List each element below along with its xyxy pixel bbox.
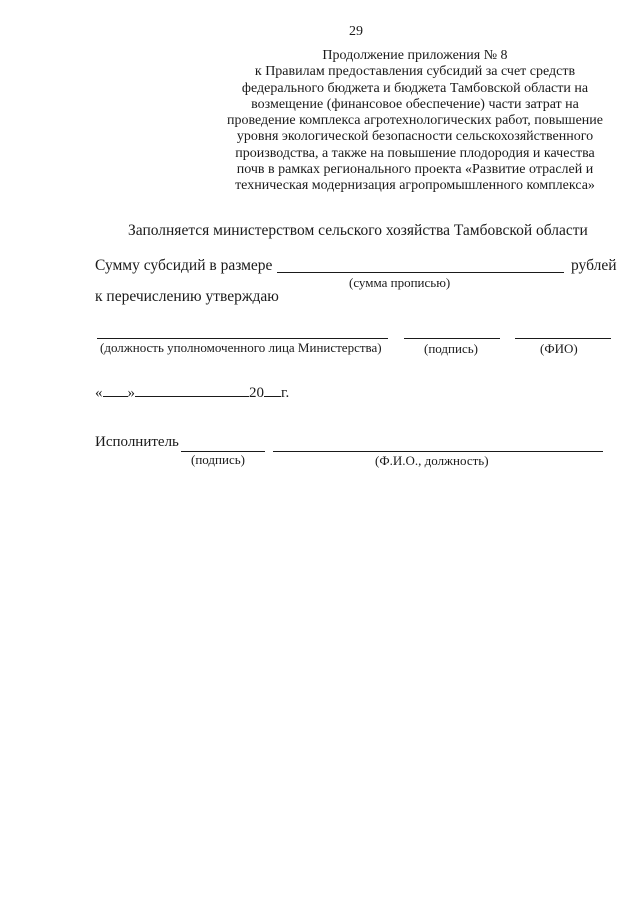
appendix-header [210, 48, 620, 195]
appendix-header-line: возмещение (финансовое обеспечение) части затрат на [251, 96, 579, 112]
appendix-header-line: почв в рамках регионального проекта «Развитие отраслей и [236, 162, 594, 178]
official-position-caption: (должность уполномоченного лица Министерства) [100, 340, 382, 355]
page-number: 29 [349, 24, 363, 39]
filled-by-heading: Заполняется министерством сельского хозяйства Тамбовской области [128, 222, 588, 239]
official-position-field[interactable] [97, 338, 388, 339]
executor-label: Исполнитель [95, 434, 179, 450]
appendix-header-line: техническая модернизация агропромышленного комплекса» [235, 178, 595, 194]
date-month-field[interactable] [135, 383, 249, 397]
currency-label: рублей [571, 257, 617, 274]
appendix-header-line: Продолжение приложения № 8 [322, 48, 508, 63]
approve-text: к перечислению утверждаю [95, 288, 279, 305]
date-close-quote: » [127, 385, 135, 401]
appendix-header-line: уровня экологической безопасности сельскохозяйственного [236, 129, 594, 145]
executor-name-caption: (Ф.И.О., должность) [375, 453, 489, 468]
date-day-field[interactable] [103, 383, 128, 397]
appendix-header-line: к Правилам предоставления субсидий за счет средств [254, 64, 576, 80]
subsidy-amount-field[interactable] [277, 272, 564, 273]
date-row [95, 383, 289, 402]
date-year-suffix: г. [281, 385, 290, 401]
subsidy-amount-caption: (сумма прописью) [349, 275, 451, 290]
official-name-caption: (ФИО) [540, 341, 578, 356]
appendix-header-line: федерального бюджета и бюджета Тамбовской области на [241, 80, 589, 96]
official-name-field[interactable] [515, 338, 611, 339]
date-year-prefix: 20 [249, 385, 264, 401]
official-signature-field[interactable] [404, 338, 500, 339]
official-signature-caption: (подпись) [424, 341, 478, 356]
executor-name-field[interactable] [273, 451, 603, 452]
appendix-header-line: проведение комплекса агротехнологических работ, повышение [227, 113, 603, 129]
subsidy-amount-label: Сумму субсидий в размере [95, 257, 273, 274]
appendix-header-line: производства, а также на повышение плодородия и качества [235, 145, 595, 161]
date-year-field[interactable] [264, 383, 281, 397]
date-open-quote: « [95, 385, 103, 401]
executor-signature-caption: (подпись) [191, 452, 245, 467]
